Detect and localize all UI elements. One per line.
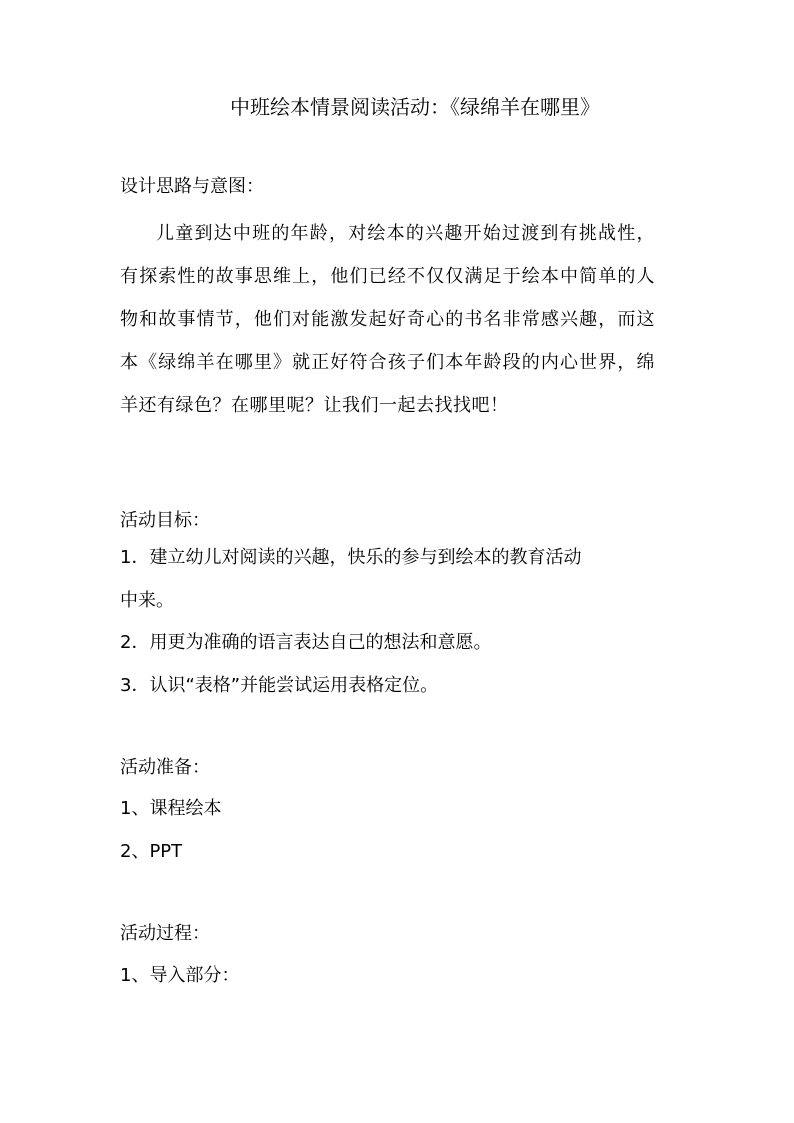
design-paragraph: 儿童到达中班的年龄，对绘本的兴趣开始过渡到有挑战性，有探索性的故事思维上，他们已经不仅仅满足于绘本中简单的人物和故事情节，他们对能激发起好奇心的书名非常感兴趣，而这本《绿绵羊在哪里》就正好符合孩子们本年龄段的内心世界，绵羊还有绿色？在哪里呢？让我们一起去找找吧！ xyxy=(120,223,655,416)
process-item-1: 1、导入部分： xyxy=(120,965,240,986)
design-heading: 设计思路与意图： xyxy=(120,176,264,197)
prep-heading: 活动准备： xyxy=(120,757,210,778)
goal-item-3: 3．认识“表格”并能尝试运用表格定位。 xyxy=(120,675,439,696)
goal-item-2: 2．用更为准确的语言表达自己的想法和意愿。 xyxy=(120,632,492,653)
prep-item-1: 1、课程绘本 xyxy=(120,798,222,819)
process-heading: 活动过程： xyxy=(120,923,210,944)
prep-item-2: 2、PPT xyxy=(120,841,183,862)
goals-heading: 活动目标： xyxy=(120,510,210,531)
document-title: 中班绘本情景阅读活动：《绿绵羊在哪里》 xyxy=(230,95,600,119)
goal-item-1: 1．建立幼儿对阅读的兴趣，快乐的参与到绘本的教育活动 xyxy=(120,547,582,568)
goal-item-1-continued: 中来。 xyxy=(120,590,174,611)
